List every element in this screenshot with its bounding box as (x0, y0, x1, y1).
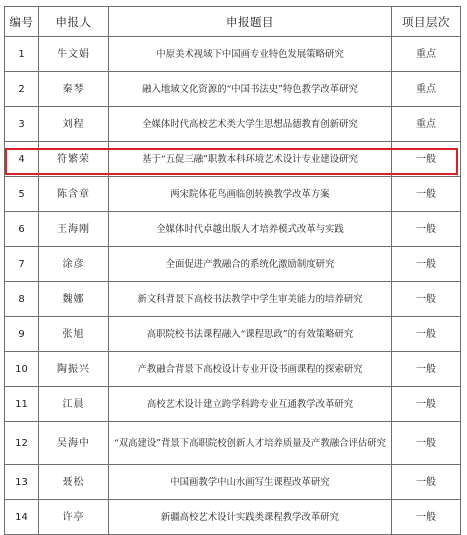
cell-num: 8 (5, 282, 39, 317)
cell-num: 2 (5, 72, 39, 107)
cell-applicant: 魏娜 (39, 282, 109, 317)
cell-level: 一般 (392, 465, 461, 500)
cell-num: 13 (5, 465, 39, 500)
cell-num: 4 (5, 142, 39, 177)
cell-title: 新文科背景下高校书法教学中学生审美能力的培养研究 (109, 282, 392, 317)
cell-title: 全媒体时代卓越出版人才培养模式改革与实践 (109, 212, 392, 247)
cell-title: 两宋院体花鸟画临创转换教学改革方案 (109, 177, 392, 212)
header-level: 项目层次 (392, 7, 461, 37)
cell-num: 3 (5, 107, 39, 142)
cell-applicant: 陶振兴 (39, 352, 109, 387)
cell-title: 融入地域文化资源的“中国书法史”特色教学改革研究 (109, 72, 392, 107)
header-applicant: 申报人 (39, 7, 109, 37)
table-row (5, 212, 461, 247)
cell-level: 重点 (392, 107, 461, 142)
cell-level: 重点 (392, 72, 461, 107)
cell-title: 高职院校书法课程融入“课程思政”的有效策略研究 (109, 317, 392, 352)
table-row (5, 422, 461, 465)
cell-applicant: 陈含章 (39, 177, 109, 212)
cell-level: 一般 (392, 352, 461, 387)
cell-title: 基于“五促三融”职教本科环境艺术设计专业建设研究 (109, 142, 392, 177)
table-header-row (5, 7, 461, 37)
cell-applicant: 王海刚 (39, 212, 109, 247)
cell-num: 10 (5, 352, 39, 387)
cell-applicant: 张旭 (39, 317, 109, 352)
table-row (5, 352, 461, 387)
table-row (5, 37, 461, 72)
cell-level: 一般 (392, 387, 461, 422)
cell-title: 产教融合背景下高校设计专业开设书画课程的探索研究 (109, 352, 392, 387)
cell-num: 14 (5, 500, 39, 535)
cell-applicant: 江晨 (39, 387, 109, 422)
cell-title: “双高建设”背景下高职院校创新人才培养质量及产教融合评估研究 (109, 422, 392, 465)
cell-title: 全媒体时代高校艺术类大学生思想品德教育创新研究 (109, 107, 392, 142)
cell-level: 一般 (392, 247, 461, 282)
table-row (5, 282, 461, 317)
cell-num: 7 (5, 247, 39, 282)
cell-applicant: 符繁荣 (39, 142, 109, 177)
cell-num: 9 (5, 317, 39, 352)
cell-num: 1 (5, 37, 39, 72)
cell-level: 一般 (392, 422, 461, 465)
cell-applicant: 聂松 (39, 465, 109, 500)
table-row (5, 72, 461, 107)
cell-level: 一般 (392, 317, 461, 352)
cell-level: 一般 (392, 282, 461, 317)
cell-title: 中国画教学中山水画写生课程改革研究 (109, 465, 392, 500)
cell-level: 一般 (392, 142, 461, 177)
cell-applicant: 刘程 (39, 107, 109, 142)
cell-num: 11 (5, 387, 39, 422)
table-row (5, 107, 461, 142)
cell-level: 一般 (392, 500, 461, 535)
table-row (5, 465, 461, 500)
cell-num: 5 (5, 177, 39, 212)
cell-title: 全面促进产教融合的系统化激励制度研究 (109, 247, 392, 282)
cell-title: 新疆高校艺术设计实践类课程教学改革研究 (109, 500, 392, 535)
cell-level: 一般 (392, 212, 461, 247)
cell-applicant: 牛文娟 (39, 37, 109, 72)
cell-title: 中原美术视域下中国画专业特色发展策略研究 (109, 37, 392, 72)
cell-level: 重点 (392, 37, 461, 72)
table-row (5, 177, 461, 212)
table-row (5, 500, 461, 535)
table-row (5, 247, 461, 282)
cell-num: 12 (5, 422, 39, 465)
table-row (5, 317, 461, 352)
cell-level: 一般 (392, 177, 461, 212)
cell-applicant: 吴海中 (39, 422, 109, 465)
header-title: 申报题目 (109, 7, 392, 37)
cell-num: 6 (5, 212, 39, 247)
cell-applicant: 许亭 (39, 500, 109, 535)
cell-applicant: 涂彦 (39, 247, 109, 282)
cell-title: 高校艺术设计建立跨学科跨专业互通教学改革研究 (109, 387, 392, 422)
cell-applicant: 秦琴 (39, 72, 109, 107)
project-table (4, 6, 461, 535)
table-row-highlighted (5, 142, 461, 177)
table-row (5, 387, 461, 422)
header-num: 编号 (5, 7, 39, 37)
